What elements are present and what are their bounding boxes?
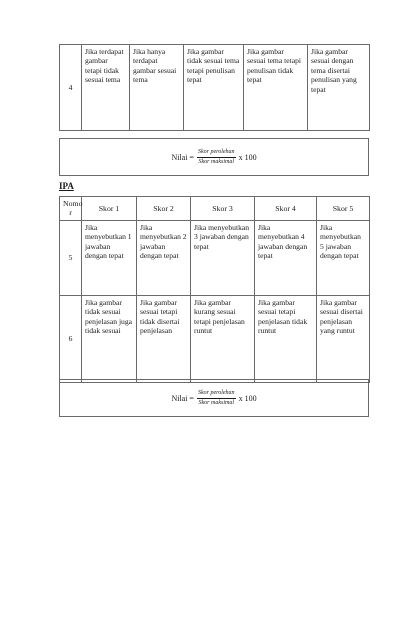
formula-numerator: Skor perolehan <box>197 390 236 399</box>
row-number: 6 <box>60 295 82 382</box>
column-header-score-3: Skor 3 <box>191 197 255 221</box>
score-cell: Jika gambar sesuai dengan tema disertai penulisan yang tepat <box>308 45 370 131</box>
formula-numerator: Skor perolehan <box>197 149 236 158</box>
score-cell: Jika gambar tidak sesuai penjelasan juga tidak sesuai <box>82 295 137 382</box>
score-cell: Jika hanya terdapat gambar sesuai tema <box>130 45 184 131</box>
formula-denominator: Skor maksimal <box>198 158 234 165</box>
table-row <box>60 220 370 295</box>
score-cell: Jika menyebutkan 3 jawaban dengan tepat <box>191 220 255 295</box>
formula-prefix: Nilai = <box>171 393 194 403</box>
formula-denominator: Skor maksimal <box>198 399 234 406</box>
formula-suffix: x 100 <box>238 152 257 162</box>
score-cell: Jika gambar tidak sesuai tema tetapi penulisan tepat <box>184 45 244 131</box>
scoring-table-continued <box>59 44 370 131</box>
score-cell: Jika menyebutkan 4 jawaban dengan tepat <box>255 220 317 295</box>
table-header-row <box>60 197 370 221</box>
column-header-score-1: Skor 1 <box>82 197 137 221</box>
formula-fraction <box>197 390 236 407</box>
score-cell: Jika gambar sesuai tema tetapi penulisan tidak tepat <box>244 45 308 131</box>
score-cell: Jika gambar kurang sesuai tetapi penjelasan runtut <box>191 295 255 382</box>
score-cell: Jika terdapat gambar tetapi tidak sesuai tema <box>82 45 130 131</box>
row-number: 5 <box>60 220 82 295</box>
table-row <box>60 45 370 131</box>
formula-prefix: Nilai = <box>171 152 194 162</box>
row-number: 4 <box>60 45 82 131</box>
column-header-score-2: Skor 2 <box>137 197 191 221</box>
table-row <box>60 295 370 382</box>
ipa-scoring-table <box>59 196 370 383</box>
grading-formula-box <box>59 379 369 417</box>
score-cell: Jika menyebutkan 2 jawaban dengan tepat <box>137 220 191 295</box>
grading-formula-box <box>59 138 369 176</box>
grading-formula <box>171 149 256 166</box>
column-header-number: Nomo r <box>60 197 82 221</box>
formula-fraction <box>197 149 236 166</box>
score-cell: Jika gambar sesuai tetapi penjelasan tidak runtut <box>255 295 317 382</box>
column-header-score-4: Skor 4 <box>255 197 317 221</box>
score-cell: Jika gambar sesuai tetapi tidak disertai penjelasan <box>137 295 191 382</box>
score-cell: Jika menyebutkan 5 jawaban dengan tepat <box>317 220 370 295</box>
section-heading-ipa: IPA <box>59 181 74 191</box>
grading-formula <box>171 390 256 407</box>
column-header-score-5: Skor 5 <box>317 197 370 221</box>
formula-suffix: x 100 <box>238 393 257 403</box>
score-cell: Jika gambar sesuai disertai penjelasan yang runtut <box>317 295 370 382</box>
score-cell: Jika menyebutkan 1 jawaban dengan tepat <box>82 220 137 295</box>
